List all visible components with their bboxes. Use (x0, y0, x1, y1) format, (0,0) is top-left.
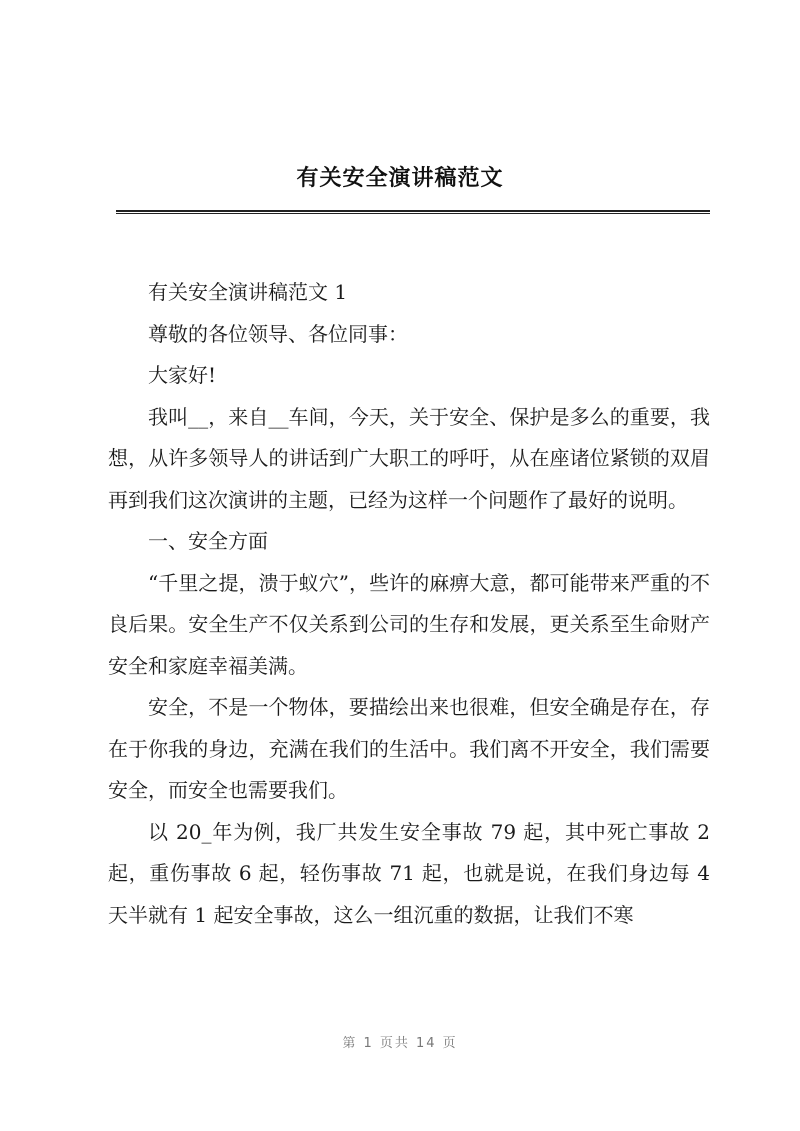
paragraph-proverb: “千里之提，溃于蚁穴”，些许的麻痹大意，都可能带来严重的不良后果。安全生产不仅关系到公司的生存和发展，更关系至生命财产安全和家庭幸福美满。 (108, 570, 710, 678)
document-body (108, 272, 710, 936)
paragraph-accident-statistics: 以 20_年为例，我厂共发生安全事故 79 起，其中死亡事故 2 起，重伤事故 6 起，轻伤事故 71 起，也就是说，在我们身边每 4 天半就有 1 起安全事故，这么一组沉重的数据，让我们不寒 (108, 819, 710, 927)
paragraph-introduction: 我叫__，来自__车间，今天，关于安全、保护是多么的重要，我想，从许多领导人的讲话到广大职工的呼吁，从在座诸位紧锁的双眉再到我们这次演讲的主题，已经为这样一个问题作了最好的说明。 (108, 404, 710, 512)
document-title: 有关安全演讲稿范文 (296, 166, 504, 191)
paragraph-greeting: 大家好! (148, 363, 217, 387)
paragraph-heading: 有关安全演讲稿范文 1 (148, 280, 348, 304)
section-heading: 一、安全方面 (148, 529, 268, 553)
paragraph-salutation: 尊敬的各位领导、各位同事： (148, 321, 408, 346)
paragraph-safety-presence: 安全，不是一个物体，要描绘出来也很难，但安全确是存在，存在于你我的身边，充满在我们的生活中。我们离不开安全，我们需要安全，而安全也需要我们。 (108, 695, 710, 802)
page-number: 第 1 页共 14 页 (342, 1036, 458, 1051)
title-divider (116, 210, 710, 214)
